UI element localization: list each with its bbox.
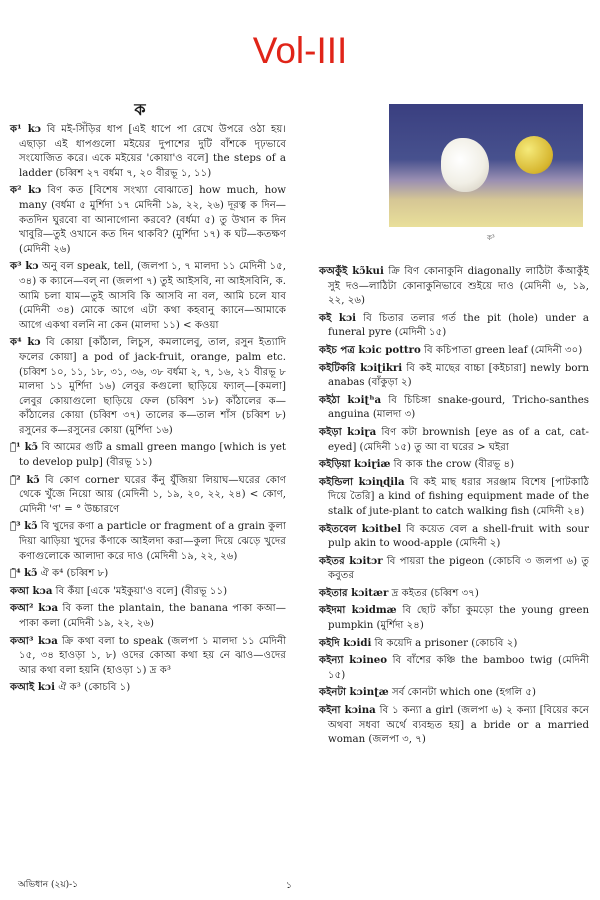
- entry-headword: ক³ kɔ: [10, 260, 39, 273]
- entry-headword: কইন্ডিলা kɔiɳɖila: [319, 475, 405, 488]
- entry-definition: বি কাক the crow (বীরভূ ৪): [393, 459, 515, 471]
- fruit-photo: [389, 104, 583, 227]
- dictionary-entry: [10, 473, 286, 518]
- entry-definition: ঐ ক³ (কোচবি ১): [58, 682, 131, 694]
- entry-headword: ক² kɔ: [10, 184, 42, 197]
- peeled-fruit-image: [441, 138, 489, 192]
- entry-headword: কইনটা kɔinʈæ: [319, 686, 389, 699]
- dictionary-entry: [10, 259, 286, 333]
- entry-headword: ক̃¹ kɔ̃: [10, 441, 38, 454]
- dictionary-entry: [10, 519, 286, 564]
- entry-headword: কইড়া kɔiɽa: [319, 425, 377, 438]
- entry-headword: কআই kɔi: [10, 681, 55, 694]
- entry-definition: বি চিচিঙ্গা snake-gourd, Tricho-santhes anguina (মালদা ৩): [328, 394, 589, 421]
- entry-definition: বি কই মাছ ধরার সরঞ্জাম বিশেষ [পাটকাঠি দিয়ে তৈরি] a kind of fishing equipment made of the stalk of jute-plant to catch walking fish (মেদিনী ২৪): [328, 476, 589, 517]
- entry-headword: ক¹ kɔ: [10, 123, 42, 135]
- entry-headword: ক̃² kɔ̃: [10, 473, 40, 486]
- entry-definition: ক্রি বিণ কোনাকুনি diagonally লাঠিটা কঁআকুঁই সুই দও—লাঠিটা কোনাকুনিভাবে শুইয়ে দাও (মেদিনী ৬, ১৯, ২২, ২৬): [328, 266, 589, 307]
- dictionary-entry: [319, 475, 589, 520]
- entry-definition: বি কলা the plantain, the banana পাকা কআ—পাকা কলা (মেদিনী ১৯, ২২, ২৬): [19, 603, 286, 629]
- volume-title: Vol-III: [252, 30, 348, 71]
- entry-definition: বি কোয়া [কাঁঠাল, লিচুস, কমলালেবু, তাল, রসুন ইত্যাদি ফলের কোয়া] a pod of jack-fruit, orange, palm etc. (চব্বিশ ১০, ১১, ১৮, ৩১, ৩৬, ৩৮ বর্ধমা ২, ৭, ১৬, ২১ বীরভূ ৮ মালদা ১১ মুর্শিদা ১৬) লেবুর কগুলো ছাড়িয়ে ফ্যাল্—[কমলা] লেবুর কোয়াগুলো ছাড়িয়ে ফেল (চব্বিশ ১৮) কাঁঠালের ক—কাঁঠালের কোয়া (চব্বিশ ৩৭) তালের ক—তাল শাঁস (চব্বিশ ৮) রসুনের ক—রসুনের কোয়া (মুর্শিদা ১৬): [19, 337, 286, 436]
- entry-definition: বি মই-সিঁড়ির ধাপ [এই ধাপে পা রেখে উপরে ওঠা হয়। এছাড়া এই ধাপগুলো মইয়ের দুপাশের দুটি বাঁশকে দৃঢ়ভাবে সংযোজিত করে। একে মইয়ের 'কোয়া'ও বলে] the steps of a ladder (চব্বিশ ২৭ বর্ধমা ৭, ২০ বীরভূ ১, ১১): [19, 124, 287, 179]
- dictionary-entry: [10, 335, 286, 438]
- dictionary-entry: [319, 343, 589, 359]
- entry-headword: কআ³ kɔa: [10, 634, 58, 647]
- entry-headword: কইটিকরি kɔiʈikri: [319, 361, 403, 374]
- dictionary-entry: [319, 653, 589, 683]
- dictionary-entry: [319, 636, 589, 652]
- page-number: ১: [286, 881, 292, 891]
- entry-headword: কইন্যা kɔineo: [319, 654, 388, 667]
- entry-headword: কআ kɔa: [10, 584, 53, 597]
- entry-definition: বি আমের গুটি a small green mango [which is yet to develop pulp] (বীরভূ ১১): [19, 442, 287, 469]
- entry-headword: কই kɔi: [319, 311, 357, 324]
- entry-definition: বি চিতার তলার গর্ত the pit (hole) under a funeral pyre (মেদিনী ১৫): [328, 312, 589, 339]
- dictionary-entry: [10, 566, 286, 582]
- footer-signature: অভিধান (২য়)-১: [18, 880, 79, 890]
- entry-headword: কইতবেল kɔitbel: [319, 522, 402, 535]
- dictionary-entry: [319, 703, 589, 748]
- entry-definition: বি কোণ corner ঘরের কঁনু যুঁজিয়া লিয়াঘ—ঘরের কোণ থেকে খুঁজে নিয়ো আয় (মেদিনী ১, ১৯, ২০, ২২, ২৪) < কোণ, মেদিনী 'ণ' = ° উচ্চারণে: [19, 474, 286, 515]
- entry-definition: বিণ কত [বিশেষ সংখ্যা বোঝাতে] how much, how many (বর্ধমা ৫ মুর্শিদা ১৭ মেদিনী ১৯, ২২, ২৬) দূরত্ব ক দিন—কতদিন ঘুরবো বা আনাগোনা করবে? (বর্ধমা ৫) তু উখান ক দিন খাবুরি—তুই ওখানে কত দিন থাকবি? (মুর্শিদা ১৭) ক ঘট—কতক্ষণ (মেদিনী ২৬): [19, 185, 286, 255]
- entry-headword: কইঠা kɔiʈʰa: [319, 393, 382, 406]
- entry-headword: কইড়িয়া kɔiɽiæ: [319, 458, 391, 471]
- entry-headword: কঅকুঁই kɔ̃kui: [319, 265, 384, 277]
- dictionary-entry: [10, 680, 286, 696]
- dictionary-entry: [319, 425, 589, 455]
- entry-definition: বি কচিপাতা green leaf (মেদিনী ৩০): [424, 344, 583, 356]
- dictionary-entry: [319, 457, 589, 473]
- entry-headword: কইচ পত্র kɔic pottro: [319, 343, 421, 356]
- dictionary-entry: [10, 634, 286, 679]
- dictionary-entry: [10, 584, 286, 600]
- entry-headword: ক⁴ kɔ: [10, 336, 41, 349]
- dictionary-entry: [319, 311, 589, 341]
- entry-headword: কইদমা kɔidmæ: [319, 604, 397, 617]
- entry-definition: বি ১ কন্যা a girl (জলপা ৬) ২ কন্যা [বিয়ের কনে অথবা সধবা অর্থে ব্যবহৃত হয়] a bride or a married woman (জলপা ৩, ৭): [328, 705, 590, 746]
- photo-caption: ক³: [487, 234, 495, 242]
- entry-headword: কইদি kɔidi: [319, 636, 372, 649]
- dictionary-entry: [10, 122, 286, 181]
- entry-definition: বিণ কটা brownish [eye as of a cat, cat-eyed] (মেদিনী ১৫) তু আ বা ঘরের > ঘইরা: [328, 426, 589, 453]
- dictionary-entry: [319, 361, 589, 391]
- entry-headword: কআ² kɔa: [10, 602, 59, 615]
- dictionary-entry: [10, 601, 286, 631]
- entry-definition: বি পায়রা the pigeon (কোচবি ৩ জলপা ৬) তু কবুতর: [328, 555, 589, 582]
- entry-definition: বি কয়েদি a prisoner (কোচবি ২): [374, 637, 518, 649]
- dictionary-entry: [319, 586, 589, 602]
- dictionary-entry: [319, 554, 589, 584]
- entry-definition: বি কই মাছের বাচ্চা [কইচারা] newly born anabas (বাঁকুড়া ২): [328, 362, 589, 389]
- entry-definition: অনু বল speak, tell, (জলপা ১, ৭ মালদা ১১ মেদিনী ১৫, ৩৪) ক ক্যানে—বল্ না (জলপা ৭) তুই আইসবি, না আইসবিনি, ক. আমি চলা যাম—তুই আসবি কি আসবি না বল, আমি চলে যাব (মেদিনী ৩৪) মোকে আগে এটা কথা কহবানু ক্যানে—আমাকে আগে একথা বলনি না কেন (মালদা ১১) < কওয়া: [19, 261, 287, 331]
- dictionary-entry: [319, 603, 589, 633]
- entry-definition: বি ছোট কাঁচা কুমড়ো the young green pumpkin (মুর্শিদা ২৪): [328, 605, 590, 632]
- entry-definition: দ্র কইতর (চব্বিশ ৩৭): [391, 587, 479, 599]
- entry-definition: ঐ ক⁴ (চব্বিশ ৮): [40, 568, 109, 580]
- entry-definition: বি খুদের কণা a particle or fragment of a grain কুলা দিয়া ঝাড়িয়া খুদের কঁণাকে আইলদা করা—কুলা দিয়ে ঝেড়ে খুদের কণাগুলোকে আলাদা করে দাও (মেদিনী ১৯, ২২, ২৬): [19, 521, 286, 562]
- dictionary-entry: [10, 183, 286, 257]
- entry-definition: সর্ব কোনটা which one (হগলি ৫): [392, 687, 537, 699]
- entry-headword: কইনা kɔina: [319, 704, 376, 717]
- entry-headword: কইতার kɔitær: [319, 586, 389, 599]
- dictionary-entry: [10, 440, 286, 470]
- entry-headword: কইতর kɔitɔr: [319, 554, 383, 567]
- right-column: [319, 264, 589, 750]
- entry-headword: ক̃³ kɔ̃: [10, 520, 38, 533]
- citrus-fruit-image: [515, 136, 553, 174]
- entry-definition: বি বাঁশের কঞ্চি the bamboo twig (মেদিনী ১৫): [328, 655, 589, 681]
- left-column: [10, 122, 286, 698]
- entry-definition: বি কয়েত বেল a shell-fruit with sour pulp akin to wood-apple (মেদিনী ২): [328, 523, 589, 550]
- dictionary-entry: [319, 264, 589, 309]
- entry-headword: ক̃⁴ kɔ̃: [10, 567, 38, 580]
- dictionary-entry: [319, 393, 589, 423]
- dictionary-entry: [319, 522, 589, 552]
- entry-definition: বি কঁয়া [একে 'মইকুয়া'ও বলে] (বীরভূ ১১): [55, 585, 228, 597]
- column-heading: ক: [134, 100, 146, 119]
- dictionary-entry: [319, 685, 589, 701]
- entry-definition: ক্রি কথা বলা to speak (জলপা ১ মালদা ১১ মেদিনী ১৫, ৩৪ হাওড়া ১, ৮) ওদের কোআ কথা হয় নে ঝাও—ওদের আর কথা বলা হয়নি (হাওড়া ১) দ্র ক³: [19, 635, 286, 676]
